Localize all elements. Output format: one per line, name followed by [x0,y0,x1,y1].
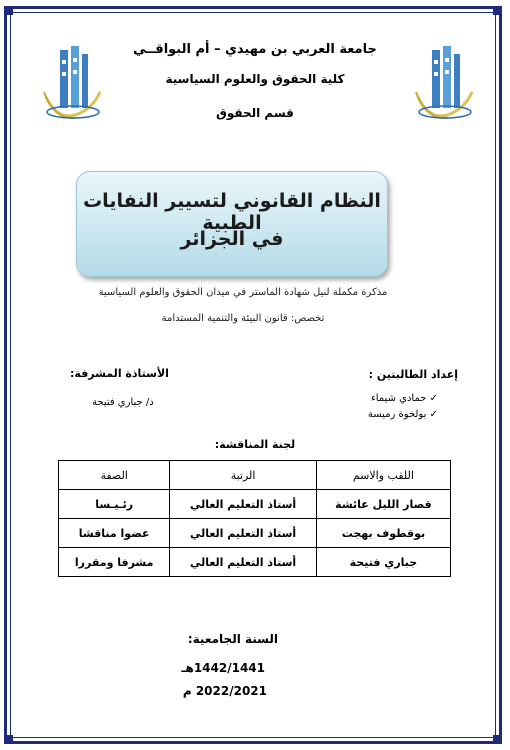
title-box [76,171,388,277]
student-name [368,409,438,420]
jury-member-name: جباري فتيحة [316,548,450,577]
memo-description: مذكرة مكملة لنيل شهادة الماستر في ميدان الحقوق والعلوم السياسية [98,287,388,298]
university-name: جامعة العربي بن مهيدي – أم البواقــي [133,42,377,57]
column-header: الصفة [59,461,170,490]
student-name-text: حمادي شيماء [371,393,427,404]
table-header-row [59,461,451,490]
jury-member-rank: أستاذ التعليم العالي [170,490,317,519]
corner-ornament [4,735,13,744]
academic-year-hijri: 1442/1441هـ [181,661,265,675]
column-header: الرتبة [170,461,317,490]
jury-member-name: بوقطوف بهجت [316,519,450,548]
jury-member-role: مشرفا ومقررا [59,548,170,577]
table-row [59,548,451,577]
students-label: إعداد الطالبتين : [368,368,458,381]
jury-member-name: قصار الليل عائشة [316,490,450,519]
jury-table [58,460,451,577]
jury-member-rank: أستاذ التعليم العالي [170,519,317,548]
column-header: اللقب والاسم [316,461,450,490]
table-row [59,490,451,519]
academic-year-gregorian: 2022/2021 م [182,684,267,698]
table-row [59,519,451,548]
corner-ornament [4,6,13,15]
thesis-title-line1: النظام القانوني لتسيير النفايات الطبية [83,190,381,234]
faculty-name: كلية الحقوق والعلوم السياسية [165,72,345,86]
student-name-text: بولخوة رميسة [367,409,427,420]
student-name [371,393,438,404]
thesis-title-line2: في الجزائر [180,228,284,250]
jury-member-role: عضوا مناقشا [59,519,170,548]
check-icon: ✓ [429,393,438,404]
jury-member-role: رئـيـسا [59,490,170,519]
jury-title: لجنة المناقشة: [214,438,296,451]
department-name: قسم الحقوق [216,106,294,120]
jury-member-rank: أستاذ التعليم العالي [170,548,317,577]
check-icon: ✓ [429,409,438,420]
supervisor-name: د/ جباري فتيحة [92,397,154,408]
academic-year-label: السنة الجامعية: [187,632,278,646]
corner-ornament [493,735,502,744]
supervisor-label: الأستاذة المشرفة: [70,367,169,380]
corner-ornament [493,6,502,15]
specialty: تخصص: قانون البيئة والتنمية المستدامة [161,313,325,324]
